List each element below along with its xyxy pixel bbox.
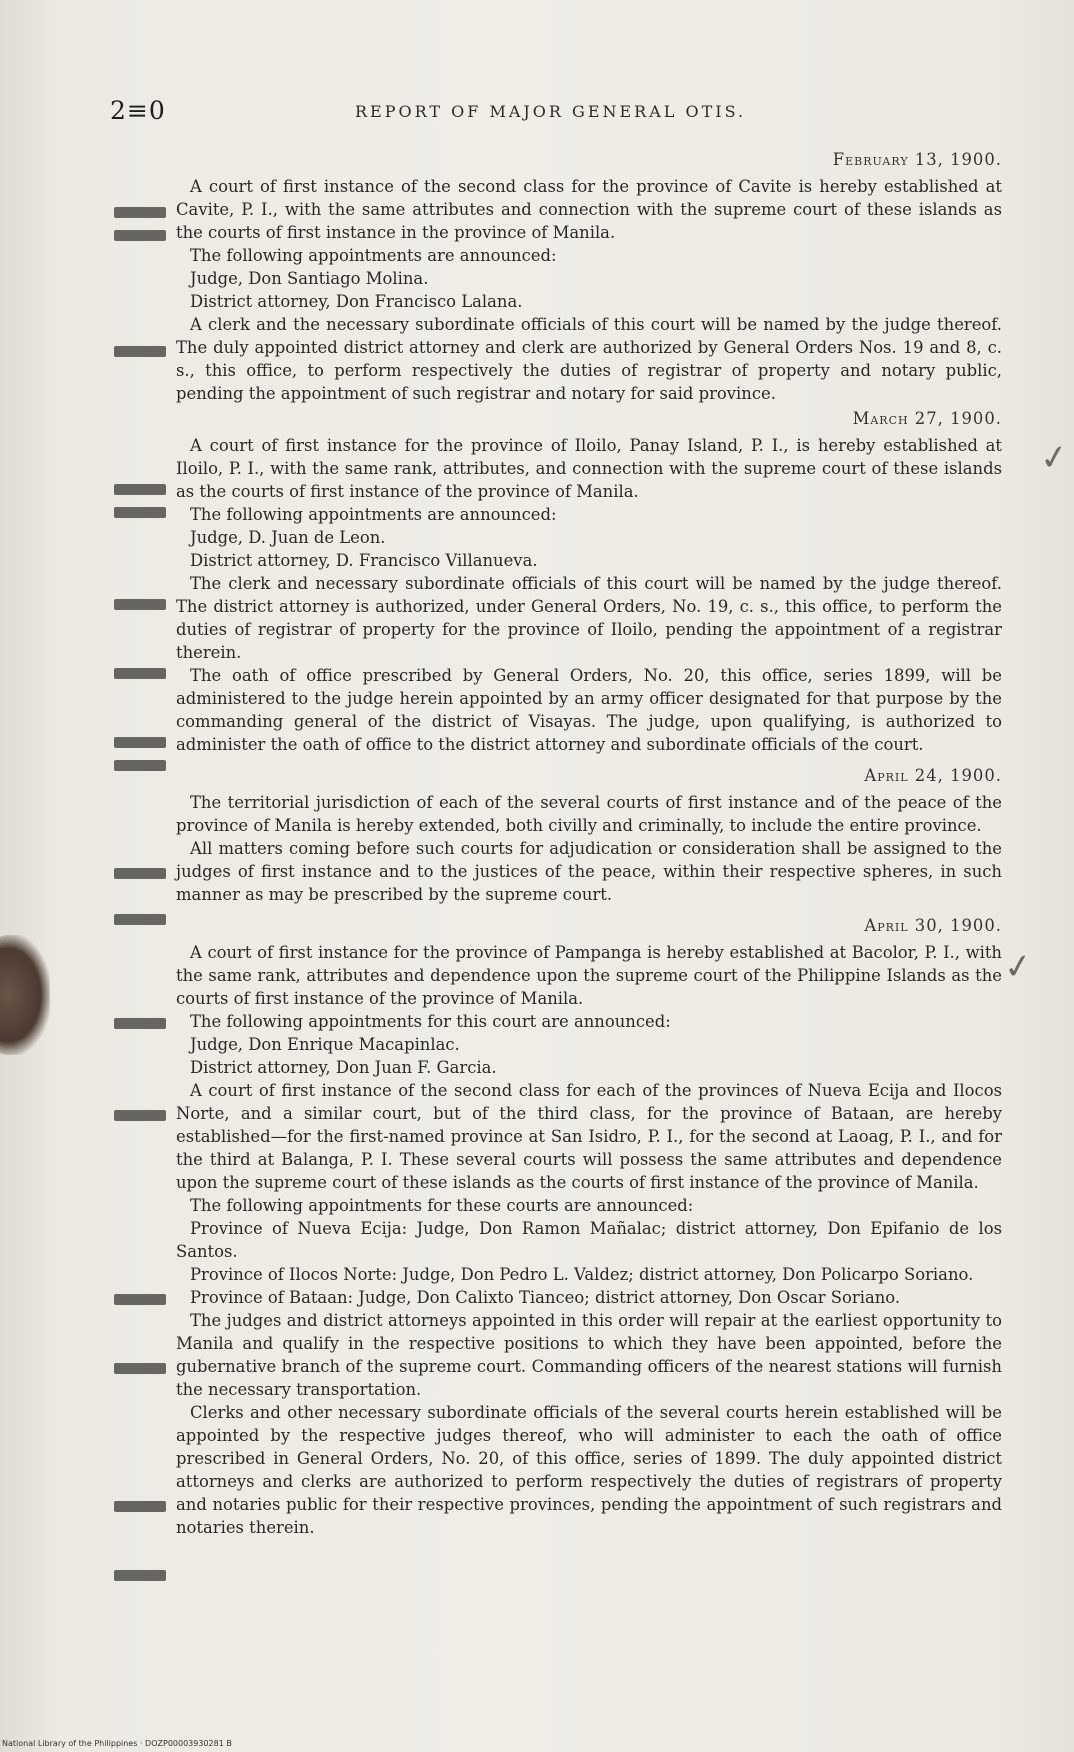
paragraph: The judges and district attorneys appointed in this order will repair at the earliest opportunity to Manila and qualify in the respective positions to which they have been appointed, before the gubernative branch of the supreme court. Commanding officers of the nearest stations will furnish the necessary transportation. [176,1311,1002,1399]
entry-date: March 27, 1900. [852,409,1002,428]
paragraph: A court of first instance of the second class for each of the provinces of Nueva Ecija and Ilocos Norte, and a similar court, but of the third class, for the province of Bataan, are hereby established—for the first-named province at San Isidro, P. I., for the second at Laoag, P. I., and for the third at Balanga, P. I. These several courts will possess the same attributes and dependence upon the supreme court of these islands as the courts of first instance of the province of Manila. [176,1081,1002,1192]
paragraph: All matters coming before such courts for adjudication or consideration shall be assigned to the judges of first instance and to the justices of the peace, within their respective spheres, in such manner as may be prescribed by the supreme court. [176,839,1002,904]
paragraph: The oath of office prescribed by General Orders, No. 20, this office, series 1899, will be administered to the judge herein appointed by an army officer designated for that purpose by the commanding general of the district of Visayas. The judge, upon qualifying, is authorized to administer the oath of office to the district attorney and subordinate officials of the court. [176,666,1002,754]
order-section-feb-13 [176,148,1002,405]
check-mark-icon: ✓ [1001,945,1036,989]
paragraph: District attorney, D. Francisco Villanueva. [190,551,538,570]
order-section-apr-24 [176,764,1002,906]
paragraph: Province of Ilocos Norte: Judge, Don Pedro L. Valdez; district attorney, Don Policarpo Soriano. [190,1265,974,1284]
page-number: 2≡0 [110,96,166,125]
paragraph: Judge, D. Juan de Leon. [190,528,386,547]
paragraph: The territorial jurisdiction of each of the several courts of first instance and of the peace of the province of Manila is hereby extended, both civilly and criminally, to include the entire province. [176,793,1002,835]
margin-blot [114,737,166,748]
margin-blot [114,1110,166,1121]
margin-blot [114,507,166,518]
margin-blot [114,1501,166,1512]
paragraph: A court of first instance for the province of Pampanga is hereby established at Bacolor, P. I., with the same rank, attributes and dependence upon the supreme court of the Philippine Islands as the courts of first instance of the province of Manila. [176,943,1002,1008]
left-margin-blots [96,200,186,1650]
paragraph: Province of Nueva Ecija: Judge, Don Ramon Mañalac; district attorney, Don Epifanio de los Santos. [176,1219,1002,1261]
page-header [110,96,990,126]
paragraph: The following appointments are announced: [190,505,557,524]
paragraph: A court of first instance of the second class for the province of Cavite is hereby established at Cavite, P. I., with the same attributes and connection with the supreme court of these islands as the courts of first instance in the province of Manila. [176,177,1002,242]
margin-blot [114,207,166,218]
margin-blot [114,914,166,925]
margin-blot [114,668,166,679]
body-text [176,148,1002,1539]
margin-blot [114,1294,166,1305]
margin-blot [114,1570,166,1581]
paragraph: The following appointments for this court are announced: [190,1012,671,1031]
check-mark-icon: ✓ [1037,436,1072,480]
running-head: REPORT OF MAJOR GENERAL OTIS. [355,102,747,121]
archive-footer-label: National Library of the Philippines · DOZP00003930281 B [2,1739,232,1748]
paragraph: A clerk and the necessary subordinate officials of this court will be named by the judge thereof. The duly appointed district attorney and clerk are authorized by General Orders Nos. 19 and 8, c. s., this office, to perform respectively the duties of registrar of property and notary public, pending the appointment of such registrar and notary for said province. [176,315,1002,403]
paragraph: District attorney, Don Juan F. Garcia. [190,1058,497,1077]
margin-blot [114,1018,166,1029]
entry-date: April 30, 1900. [864,916,1002,935]
paragraph: The following appointments for these courts are announced: [190,1196,694,1215]
paragraph: District attorney, Don Francisco Lalana. [190,292,523,311]
margin-blot [114,484,166,495]
margin-blot [114,346,166,357]
margin-blot [114,760,166,771]
paragraph: The clerk and necessary subordinate officials of this court will be named by the judge thereof. The district attorney is authorized, under General Orders, No. 19, c. s., this office, to perform the duties of registrar of property for the province of Iloilo, pending the appointment of a registrar therein. [176,574,1002,662]
thumb-shadow [0,935,50,1055]
margin-blot [114,599,166,610]
order-section-apr-30 [176,914,1002,1539]
order-section-mar-27 [176,407,1002,756]
paragraph: Province of Bataan: Judge, Don Calixto Tianceo; district attorney, Don Oscar Soriano. [190,1288,901,1307]
paragraph: Judge, Don Santiago Molina. [190,269,429,288]
paragraph: The following appointments are announced: [190,246,557,265]
paragraph: Clerks and other necessary subordinate officials of the several courts herein established will be appointed by the respective judges thereof, who will administer to each the oath of office prescribed in General Orders, No. 20, of this office, series of 1899. The duly appointed district attorneys and clerks are authorized to perform respectively the duties of registrars of property and notaries public for their respective provinces, pending the appointment of such registrars and notaries therein. [176,1403,1002,1537]
paragraph: Judge, Don Enrique Macapinlac. [190,1035,460,1054]
entry-date: April 24, 1900. [864,766,1002,785]
paragraph: A court of first instance for the province of Iloilo, Panay Island, P. I., is hereby established at Iloilo, P. I., with the same rank, attributes, and connection with the supreme court of these islands as the courts of first instance of the province of Manila. [176,436,1002,501]
margin-blot [114,230,166,241]
margin-blot [114,868,166,879]
entry-date: February 13, 1900. [832,150,1002,169]
margin-blot [114,1363,166,1374]
